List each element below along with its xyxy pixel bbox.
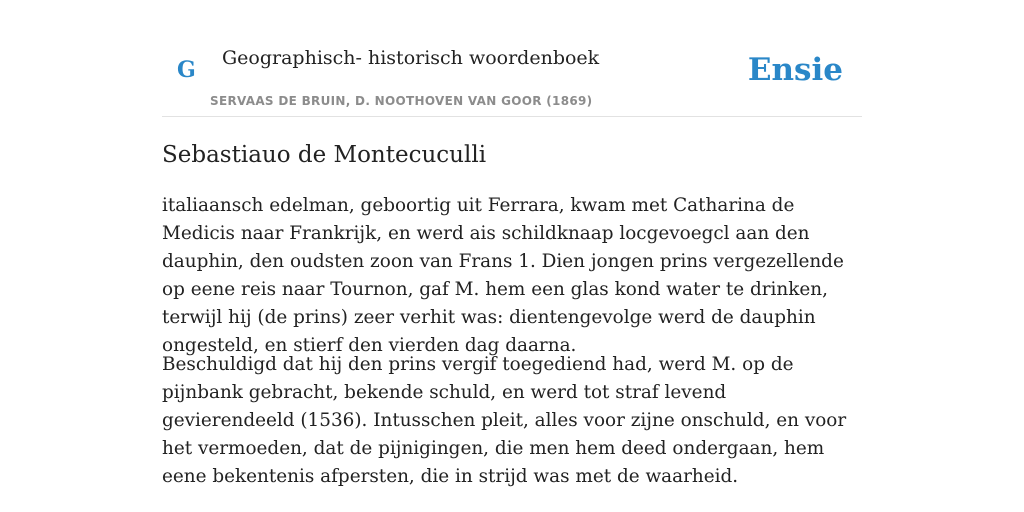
dictionary-letter-badge[interactable]: G — [177, 57, 196, 83]
entry-paragraph: italiaansch edelman, geboortig uit Ferrara, kwam met Catharina de Medicis naar Frankrijk, en werd ais schildknaap locgevoegcl aan den dauphin, den oudsten zoon van Frans 1. Dien jongen prins vergezellende op eene reis naar Tournon, gaf M. hem een glas kond water te drinken, terwijl hij (de prins) zeer verhit was: dientengevolge werd de dauphin ongesteld, en stierf den vierden dag daarna. — [162, 195, 844, 356]
entry-paragraph: Beschuldigd dat hij den prins vergif toegediend had, werd M. op de pijnbank gebracht, bekende schuld, en werd tot straf levend gevierendeeld (1536). Intusschen pleit, alles voor zijne onschuld, en voor het vermoeden, dat de pijnigingen, die men hem deed ondergaan, hem eene bekentenis afpersten, die in strijd was met de waarheid. — [162, 354, 847, 487]
dictionary-header — [162, 0, 862, 117]
page — [162, 0, 862, 487]
dictionary-authors: SERVAAS DE BRUIN, D. NOOTHOVEN VAN GOOR (1869) — [210, 94, 593, 108]
ensie-logo[interactable]: Ensie — [747, 52, 843, 88]
entry-title: Sebastiauo de Montecuculli — [162, 142, 487, 168]
dictionary-title-link[interactable]: Geographisch- historisch woordenboek — [222, 47, 600, 69]
